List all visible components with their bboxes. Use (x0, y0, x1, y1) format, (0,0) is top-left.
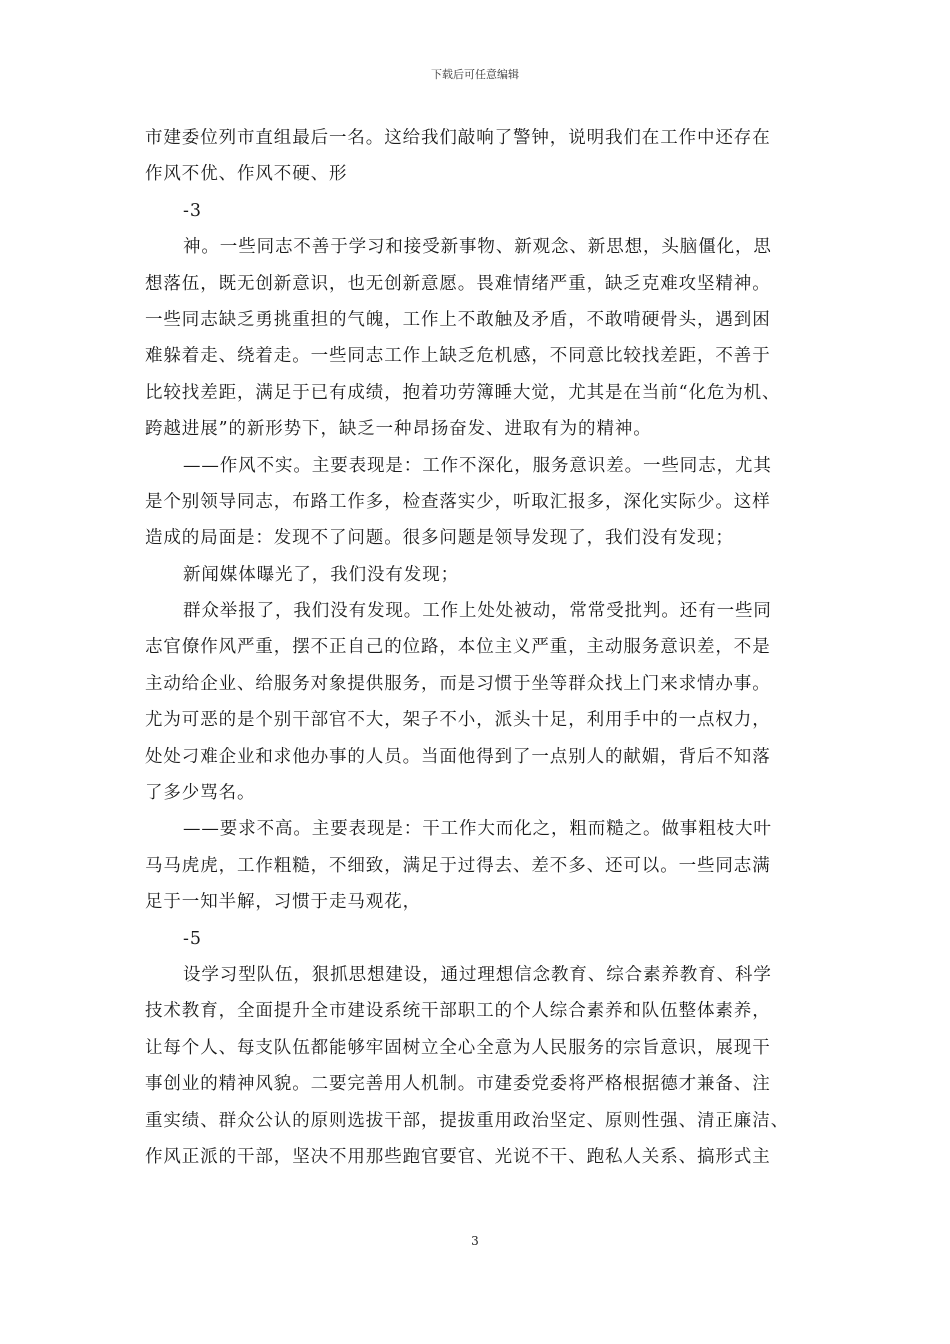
text-line: 处处刁难企业和求他办事的人员。当面他得到了一点别人的献媚，背后不知落 (145, 746, 771, 767)
paragraph-continuation (145, 993, 810, 1175)
page-number: 3 (471, 1234, 479, 1248)
text-line: 市建委位列市直组最后一名。这给我们敲响了警钟，说明我们在工作中还存在 (145, 128, 771, 148)
paragraph-continuation (145, 266, 810, 448)
text-line: 重实绩、群众公认的原则选拔干部，提拔重用政治坚定、原则性强、清正廉洁、 (145, 1110, 789, 1131)
paragraph (145, 593, 810, 629)
text-line: 事创业的精神风貌。二要完善用人机制。市建委党委将严格根据德才兼备、注 (145, 1074, 771, 1095)
text-line: 了多少骂名。 (145, 783, 256, 804)
text-line: ——要求不高。主要表现是：干工作大而化之，粗而糙之。做事粗枝大叶 (183, 819, 772, 840)
text-line: 技术教育，全面提升全市建设系统干部职工的个人综合素养和队伍整体素养， (145, 1001, 771, 1022)
paragraph (145, 229, 810, 265)
paragraph-continuation (145, 629, 810, 811)
text-line: 马马虎虎，工作粗糙，不细致，满足于过得去、差不多、还可以。一些同志满 (145, 855, 771, 876)
paragraph-continuation (145, 848, 810, 921)
text-line: -3 (183, 200, 202, 221)
text-line: 群众举报了，我们没有发现。工作上处处被动，常常受批判。还有一些同 (183, 601, 772, 622)
text-line: 一些同志缺乏勇挑重担的气魄，工作上不敢触及矛盾，不敢啃硬骨头，遇到困 (145, 309, 771, 330)
text-line: 比较找差距，满足于已有成绩，抱着功劳簿睡大觉，尤其是在当前“化危为机、 (145, 382, 781, 403)
text-line: 让每个人、每支队伍都能够牢固树立全心全意为人民服务的宗旨意识，展现干 (145, 1037, 771, 1058)
text-line: 足于一知半解，习惯于走马观花， (145, 892, 421, 913)
document-body (145, 120, 810, 1175)
text-line: 想落伍，既无创新意识，也无创新意愿。畏难情绪严重，缺乏克难攻坚精神。 (145, 273, 771, 294)
paragraph (145, 448, 810, 484)
page-marker (145, 921, 810, 957)
text-line: 作风正派的干部，坚决不用那些跑官要官、光说不干、跑私人关系、搞形式主 (145, 1146, 771, 1167)
page-marker (145, 193, 810, 229)
page-header: 下载后可任意编辑 (431, 68, 519, 81)
text-line: 神。一些同志不善于学习和接受新事物、新观念、新思想，头脑僵化，思 (183, 237, 772, 258)
text-line: 主动给企业、给服务对象提供服务，而是习惯于坐等群众找上门来求情办事。 (145, 673, 771, 694)
text-line: 设学习型队伍，狠抓思想建设，通过理想信念教育、综合素养教育、科学 (183, 964, 772, 985)
paragraph (145, 957, 810, 993)
paragraph (145, 120, 810, 193)
paragraph (145, 811, 810, 847)
paragraph-continuation (145, 484, 810, 557)
text-line: 造成的局面是：发现不了问题。很多问题是领导发现了，我们没有发现； (145, 528, 734, 549)
text-line: ——作风不实。主要表现是：工作不深化，服务意识差。一些同志，尤其 (183, 455, 772, 476)
text-line: 作风不优、作风不硬、形 (145, 164, 348, 185)
text-line: 跨越进展”的新形势下，缺乏一种昂扬奋发、进取有为的精神。 (145, 419, 652, 440)
text-line: -5 (183, 928, 202, 949)
text-line: 尤为可恶的是个别干部官不大，架子不小，派头十足，利用手中的一点权力， (145, 710, 771, 731)
text-line: 是个别领导同志，布路工作多，检查落实少，听取汇报多，深化实际少。这样 (145, 491, 771, 512)
text-line: 难躲着走、绕着走。一些同志工作上缺乏危机感，不同意比较找差距，不善于 (145, 346, 771, 367)
text-line: 新闻媒体曝光了，我们没有发现； (183, 564, 459, 585)
paragraph (145, 557, 810, 593)
text-line: 志官僚作风严重，摆不正自己的位路，本位主义严重，主动服务意识差，不是 (145, 637, 771, 658)
